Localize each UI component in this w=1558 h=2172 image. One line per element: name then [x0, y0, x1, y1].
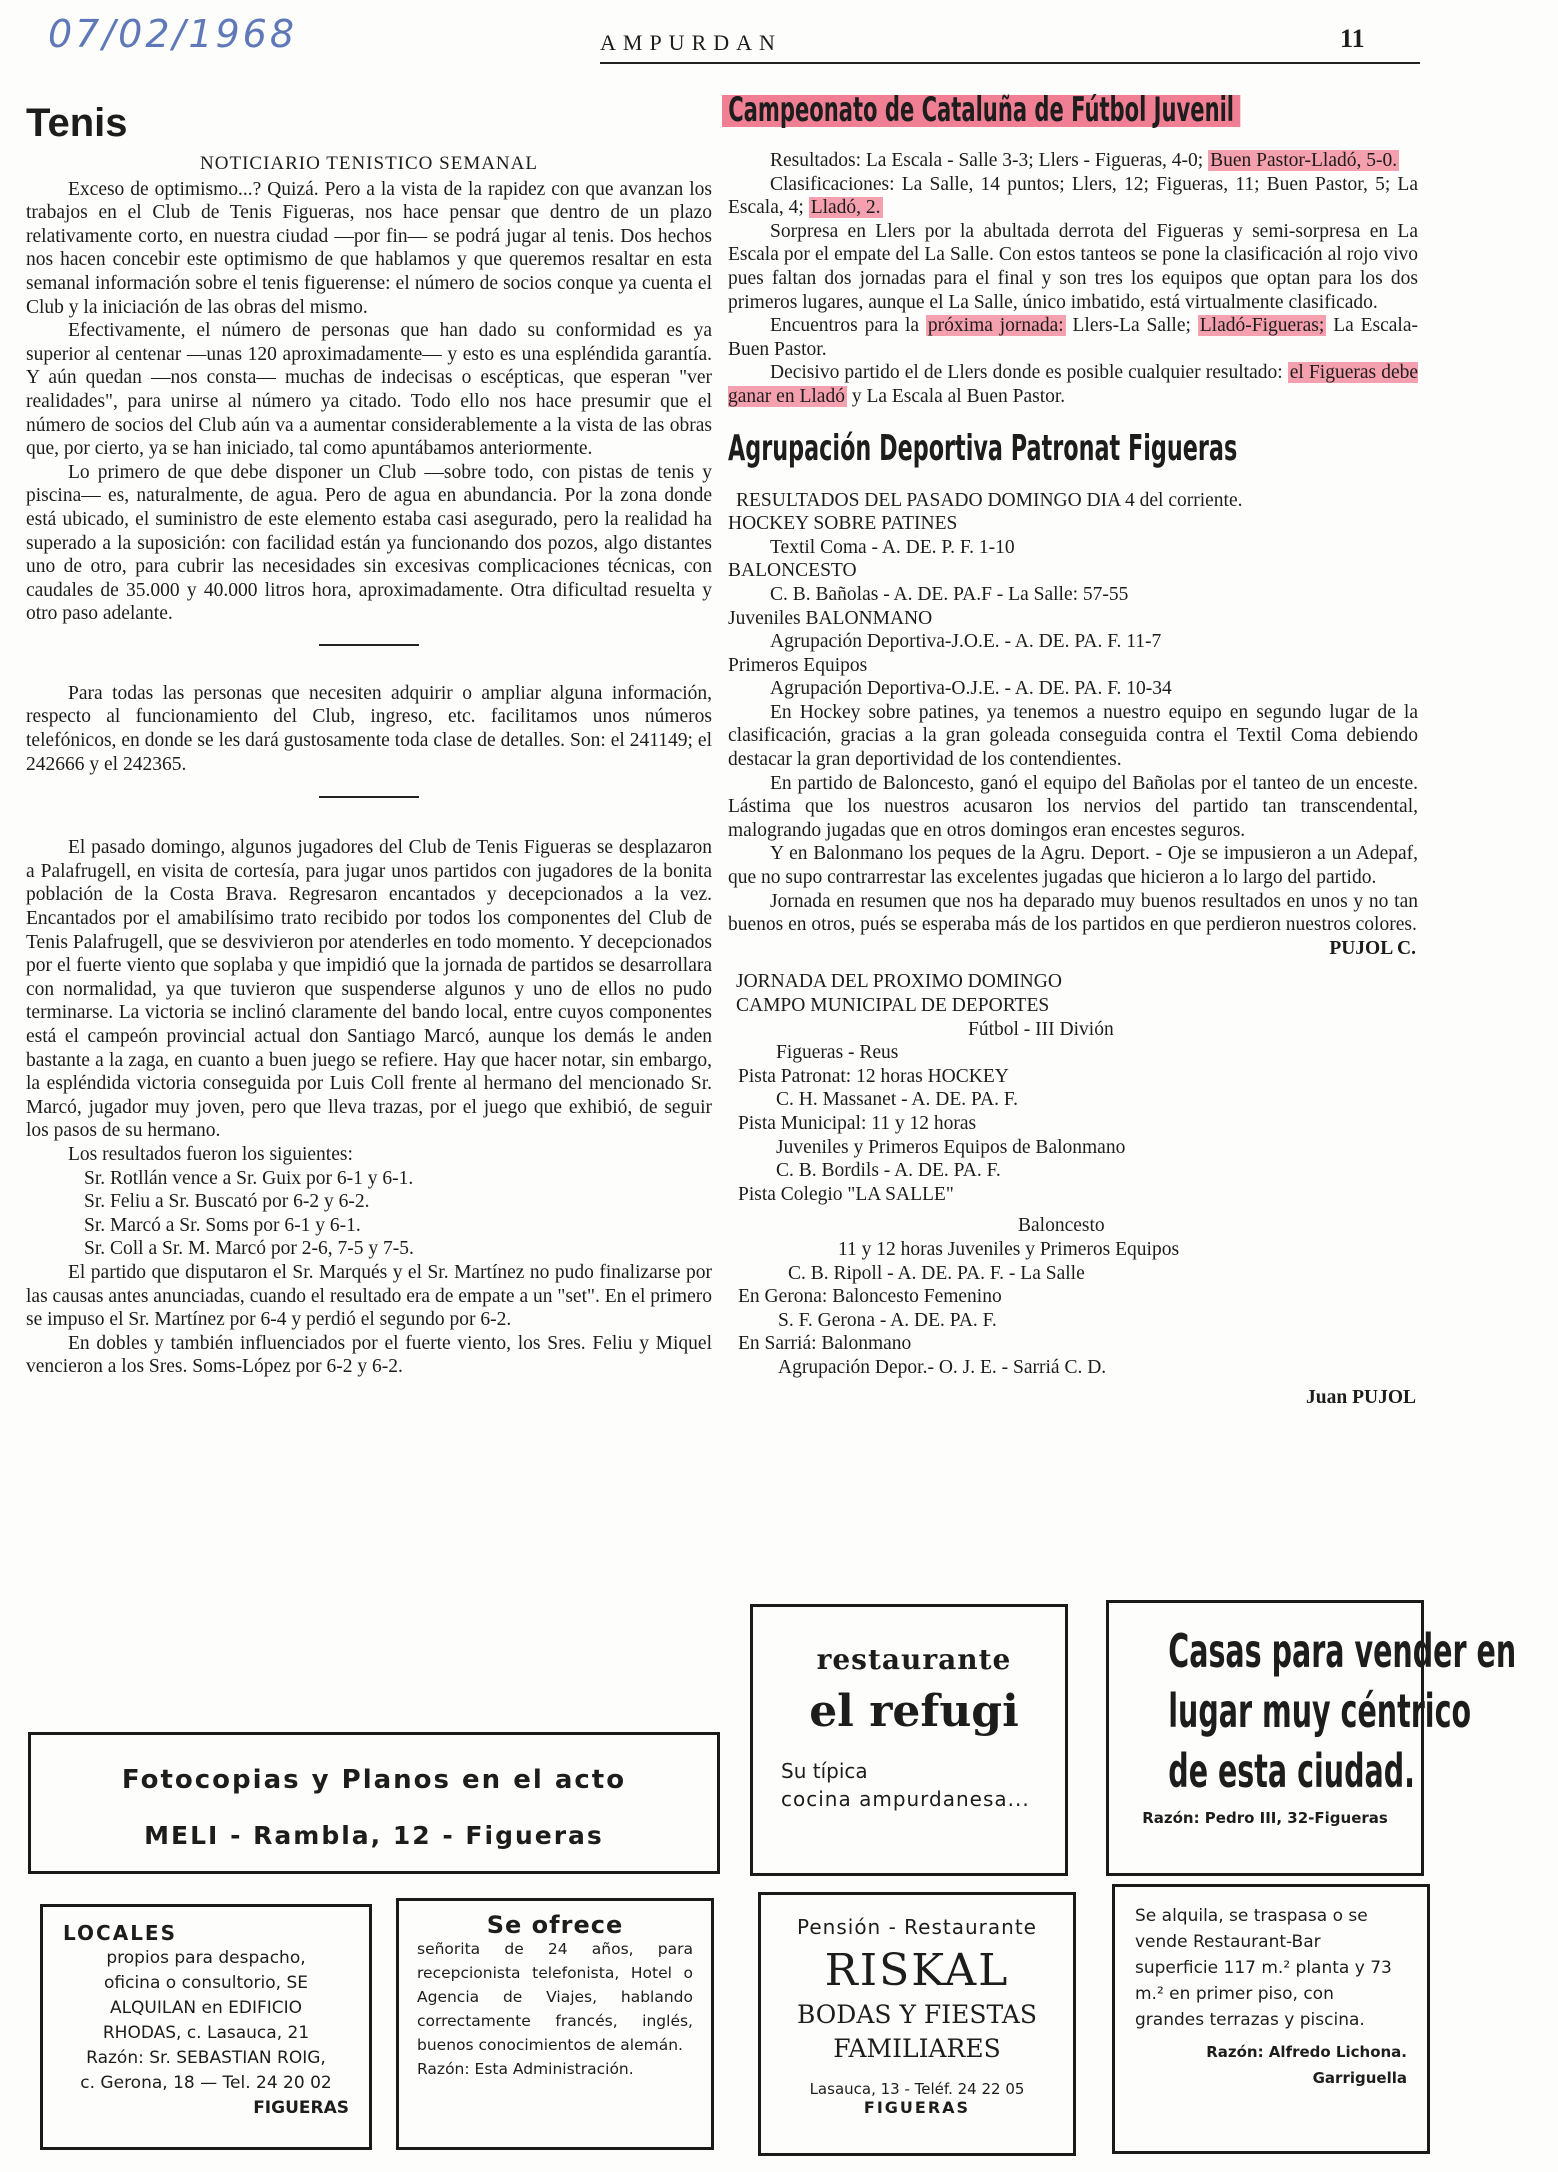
campeonato-title: Campeonato de Cataluña de Fútbol Juvenil	[722, 95, 1240, 127]
separator-rule	[319, 644, 419, 646]
ad-locales-line: RHODAS, c. Lasauca, 21	[102, 2023, 310, 2043]
hockey-result: Textil Coma - A. DE. P. F. 1-10	[770, 536, 1015, 558]
tenis-title: Tenis	[26, 101, 128, 145]
ad-locales-head: LOCALES	[63, 1921, 177, 1945]
separator-rule	[319, 796, 419, 798]
schedule-line: Pista Colegio "LA SALLE"	[738, 1183, 954, 1205]
ad-riskal-address: Lasauca, 13 - Teléf. 24 22 05	[809, 2080, 1025, 2098]
schedule-line: C. B. Ripoll - A. DE. PA. F. - La Salle	[788, 1262, 1085, 1284]
juveniles-result: Agrupación Deportiva-J.O.E. - A. DE. PA. F. 11-7	[770, 631, 1162, 653]
ad-fotocopias	[28, 1732, 720, 1874]
ad-riskal-line3: BODAS Y FIESTAS	[796, 2000, 1038, 2029]
primeros-result: Agrupación Deportiva-O.J.E. - A. DE. PA. F. 10-34	[770, 678, 1172, 700]
ad-locales-line: c. Gerona, 18 — Tel. 24 20 02	[80, 2073, 332, 2093]
campeonato-resultados: Resultados: La Escala - Salle 3-3; Llers - Figueras, 4-0;	[770, 150, 1204, 171]
schedule-line: 11 y 12 horas Juveniles y Primeros Equipos	[838, 1238, 1180, 1260]
ad-casas-line: de esta ciudad.	[1168, 1744, 1415, 1798]
highlight-llado: Lladó, 2.	[810, 197, 881, 219]
ad-locales-line: FIGUERAS	[253, 2098, 349, 2118]
masthead-rule	[600, 62, 1420, 64]
tenis-result: Sr. Coll a Sr. M. Marcó por 2-6, 7-5 y 7-5.	[84, 1238, 414, 1260]
sports-column	[728, 90, 1419, 1409]
ad-refugi-line4: cocina ampurdanesa...	[781, 1787, 1030, 1811]
agrupacion-commentary: En partido de Baloncesto, ganó el equipo del Bañolas por el tanteo de un enceste. Lástima que los nuestros acusaron los nervios del partido tan transcendental, malogrando jugadas que en otros domingos eran encestes seguros.	[728, 772, 1418, 841]
schedule-line: En Gerona: Baloncesto Femenino	[738, 1286, 1002, 1308]
schedule-line: C. B. Bordils - A. DE. PA. F.	[776, 1160, 1001, 1182]
ad-alquila-body: Se alquila, se traspasa o se vende Restaurant-Bar superficie 117 m.² planta y 73 m.² en primer piso, con grandes terrazas y piscina.	[1135, 1906, 1392, 2030]
ad-locales	[40, 1904, 372, 2150]
ad-refugi-line3: Su típica	[781, 1759, 868, 1783]
tenis-info-paragraph: Para todas las personas que necesiten adquirir o ampliar alguna información, respecto al funcionamiento del Club, ingreso, etc. facilitamos unos números telefónicos, en donde se les dará gustosamente toda clase de detalles. Son: el 241149; el 242666 y el 242365.	[26, 682, 712, 775]
ad-se-ofrece	[396, 1898, 714, 2150]
primeros-head: Primeros Equipos	[728, 654, 868, 676]
ad-riskal-line1: Pensión - Restaurante	[797, 1915, 1037, 1939]
tenis-column	[26, 100, 712, 1379]
schedule-line: Figueras - Reus	[776, 1042, 899, 1064]
ad-ofrece-head: Se ofrece	[486, 1911, 624, 1939]
ad-ofrece-razon: Razón: Esta Administración.	[417, 2060, 634, 2078]
agrupacion-resultados-head: RESULTADOS DEL PASADO DOMINGO DIA 4 del corriente.	[736, 489, 1243, 511]
schedule-list	[728, 1041, 1418, 1379]
tenis-paragraph: Efectivamente, el número de personas que han dado su conformidad es ya superior al centenar —unas 120 aproximadamente— y esto es una espléndida garantía. Y aún quedan —nos consta— muchas de indecisas o escépticas, que esperan "ver realidades", para unirse al número ya citado. Todo ello nos hace presumir que el número de socios del Club aún va a aumentar considerablemente a la vista de las obras que, por cierto, ya se han iniciado, tal como apuntábamos anteriormente.	[26, 320, 712, 460]
ad-casas-line: lugar muy céntrico	[1168, 1684, 1472, 1738]
baloncesto-head: BALONCESTO	[728, 560, 857, 582]
ad-refugi-line1: restaurante	[816, 1643, 1012, 1676]
ad-alquila-razon: Razón: Alfredo Lichona. Garriguella	[1206, 2043, 1407, 2087]
tenis-paragraph: Lo primero de que debe disponer un Club —sobre todo, con pistas de tenis y piscina— es, naturalmente, de agua. Pero de agua en abundancia. Por la zona donde está ubicado, el suministro de este elemento estaba casi asegurado, pero la realidad ha superado a la suposición: con facilidad están ya funcionando dos pozos, algo distantes uno de otro, para cubrir las necesidades sin excesivas complicaciones técnicas, con caudales de 35.000 y 40.000 litros hora, aproximadamente. Otra dificultad resuelta y otro paso adelante.	[26, 461, 712, 625]
tenis-closing-paragraph: En dobles y también influenciados por el fuerte viento, los Sres. Feliu y Miquel vencieron a los Sres. Soms-López por 6-2 y 6-2.	[26, 1332, 712, 1378]
schedule-line: Pista Municipal: 11 y 12 horas	[738, 1112, 977, 1134]
ad-riskal	[758, 1892, 1076, 2156]
tenis-paragraph: Exceso de optimismo...? Quizá. Pero a la vista de la rapidez con que avanzan los trabajos en el Club de Tenis Figueras, nos hace pensar que dentro de un plazo relativamente corto, en nuestra ciudad —por fin— se podrá jugar al tenis. Dos hechos nos hacen concebir este optimismo de que hablamos y que queremos resaltar en esta semanal información sobre el tenis figuerense: el número de socios conque ya cuenta el Club y la iniciación de las obras del mismo.	[26, 178, 712, 318]
hockey-head: HOCKEY SOBRE PATINES	[728, 513, 958, 535]
tenis-subtitle: NOTICIARIO TENISTICO SEMANAL	[200, 153, 538, 174]
campeonato-sorpresa: Sorpresa en Llers por la abultada derrota del Figueras y semi-sorpresa en La Escala por el empate del La Salle. Con estos tanteos se pone la clasificación al rojo vivo pues faltan dos jornadas para el final y son tres los equipos que optan para los dos primeros lugares, aunque el La Salle, único imbatido, está virtualmente clasificado.	[728, 220, 1418, 313]
tenis-closing-paragraph: El partido que disputaron el Sr. Marqués y el Sr. Martínez no pudo finalizarse por las causas antes anunciadas, cuando el resultado era de empate a un "set". En el primero se impuso el Sr. Martínez por 6-4 y perdió el segundo por 6-2.	[26, 1261, 712, 1331]
schedule-line: Juveniles y Primeros Equipos de Balonmano	[776, 1136, 1126, 1158]
agrupacion-commentary: En Hockey sobre patines, ya tenemos a nuestro equipo en segundo lugar de la clasificación, gracias a la gran goleada conseguida contra el Textil Coma debiendo destacar la gran deportividad de los contendientes.	[728, 701, 1418, 771]
jornada-head: JORNADA DEL PROXIMO DOMINGO	[736, 971, 1062, 993]
campeonato-encuentros-mid: Llers-La Salle;	[1072, 315, 1191, 337]
highlight-buen-pastor: Buen Pastor-Lladó, 5-0.	[1210, 150, 1398, 171]
agrupacion-title-wrap	[728, 427, 1418, 485]
tenis-result: Sr. Marcó a Sr. Soms por 6-1 y 6-1.	[84, 1214, 361, 1236]
campeonato-decisivo: Decisivo partido el de Llers donde es posible cualquier resultado:	[770, 362, 1283, 384]
highlight-llado-figueras: Lladó-Figueras;	[1199, 315, 1325, 337]
campo-head: CAMPO MUNICIPAL DE DEPORTES	[736, 995, 1050, 1016]
signature-pujol-c: PUJOL C.	[1329, 937, 1416, 959]
futbol-head: Fútbol - III Divión	[968, 1018, 1114, 1040]
campeonato-title-wrap	[722, 90, 1418, 145]
ad-locales-line: oficina o consultorio, SE	[104, 1973, 308, 1993]
tenis-result: Sr. Rotllán vence a Sr. Guix por 6-1 y 6-1.	[84, 1167, 414, 1189]
signature-juan-pujol: Juan PUJOL	[1306, 1386, 1416, 1408]
ad-fotocopias-line2: MELI - Rambla, 12 - Figueras	[144, 1821, 604, 1850]
ad-locales-line: ALQUILAN en EDIFICIO	[109, 1998, 303, 2018]
ad-riskal-line4: FAMILIARES	[833, 2034, 1001, 2063]
schedule-line: Agrupación Depor.- O. J. E. - Sarriá C. D.	[778, 1356, 1107, 1378]
tenis-result: Sr. Feliu a Sr. Buscató por 6-2 y 6-2.	[84, 1191, 370, 1213]
baloncesto2-head: Baloncesto	[1018, 1215, 1105, 1237]
ad-el-refugi	[750, 1604, 1068, 1876]
ad-riskal-name: RISKAL	[824, 1945, 1010, 1996]
schedule-line: C. H. Massanet - A. DE. PA. F.	[776, 1089, 1019, 1111]
ad-se-alquila	[1112, 1884, 1430, 2154]
campeonato-encuentros-post: La Escala-Buen Pastor.	[728, 315, 1418, 360]
agrupacion-title: Agrupación Deportiva Patronat Figueras	[728, 427, 1238, 469]
ad-casas-line: Casas para vender en	[1168, 1624, 1517, 1678]
juveniles-head: Juveniles BALONMANO	[728, 607, 933, 629]
schedule-line: S. F. Gerona - A. DE. PA. F.	[778, 1309, 997, 1331]
highlight-proxima-jornada: próxima jornada:	[927, 315, 1064, 337]
ad-refugi-name: el refugi	[809, 1686, 1019, 1737]
baloncesto-result: C. B. Bañolas - A. DE. PA.F - La Salle: 57-55	[770, 583, 1129, 605]
masthead: AMPURDAN	[600, 30, 782, 55]
ad-ofrece-body: señorita de 24 años, para recepcionista telefonista, Hotel o Agencia de Viajes, hablando correctamente francés, inglés, buenos conocimientos de alemán.	[417, 1940, 693, 2054]
agrupacion-commentary: Y en Balonmano los peques de la Agru. Deport. - Oje se impusieron a un Adepaf, que no supo contrarrestar las excelentes jugadas que hicieron a lo largo del partido.	[728, 843, 1418, 889]
ad-locales-line: propios para despacho,	[106, 1948, 306, 1968]
ad-fotocopias-line1: Fotocopias y Planos en el acto	[121, 1765, 627, 1795]
highlight-figueras-debe-ganar: el Figueras debe ganar en Lladó	[728, 362, 1419, 407]
ad-casas-razon: Razón: Pedro III, 32-Figueras	[1142, 1809, 1388, 1827]
page-number: 11	[1340, 24, 1365, 53]
handwritten-date: 07/02/1968	[48, 12, 298, 56]
tenis-visit-paragraph: El pasado domingo, algunos jugadores del Club de Tenis Figueras se desplazaron a Palafrugell, en visita de cortesía, para jugar unos partidos con jugadores de la bonita población de la Costa Brava. Regresaron encantados y decepcionados a la vez. Encantados por el amabilísimo trato recibido por todos los componentes del Club de Tenis Palafrugell, que se desvivieron por atenderles en todo momento. Y decepcionados por el fuerte viento que soplaba y que impidió que la jornada de partidos se desarrollara con normalidad, ya que tuvieron que suspenderse algunos y uno de ellos no pudo terminarse. La victoria se inclinó claramente del bando local, entre cuyos componentes está el campeón provincial actual don Santiago Marcó, aunque los demás le anden bastante a la zaga, en cuanto a buen juego se refiere. Hay que hacer notar, sin embargo, la espléndida victoria conseguida por Luis Coll frente al hermano del mencionado Sr. Marcó, jugador muy joven, pero que lleva trazas, por el juego que exhibió, de seguir los pasos de su hermano.	[26, 837, 712, 1142]
agrupacion-commentary: Jornada en resumen que nos ha deparado muy buenos resultados en unos y no tan buenos en otros, pués se esperaba más de los partidos en que perdieron nuestros colores.	[728, 890, 1418, 936]
ad-locales-line: Razón: Sr. SEBASTIAN ROIG,	[86, 2048, 326, 2068]
ad-riskal-city: FIGUERAS	[863, 2098, 971, 2117]
tenis-results-intro: Los resultados fueron los siguientes:	[68, 1143, 353, 1165]
schedule-line: En Sarriá: Balonmano	[738, 1333, 912, 1355]
schedule-line: Pista Patronat: 12 horas HOCKEY	[738, 1065, 1009, 1087]
ad-casas	[1106, 1600, 1517, 1876]
campeonato-encuentros: Encuentros para la	[770, 315, 920, 337]
campeonato-clasificaciones: Clasificaciones: La Salle, 14 puntos; Llers, 12; Figueras, 11; Buen Pastor, 5; La Escala, 4;	[728, 173, 1418, 219]
campeonato-decisivo-post: y La Escala al Buen Pastor.	[851, 385, 1066, 407]
